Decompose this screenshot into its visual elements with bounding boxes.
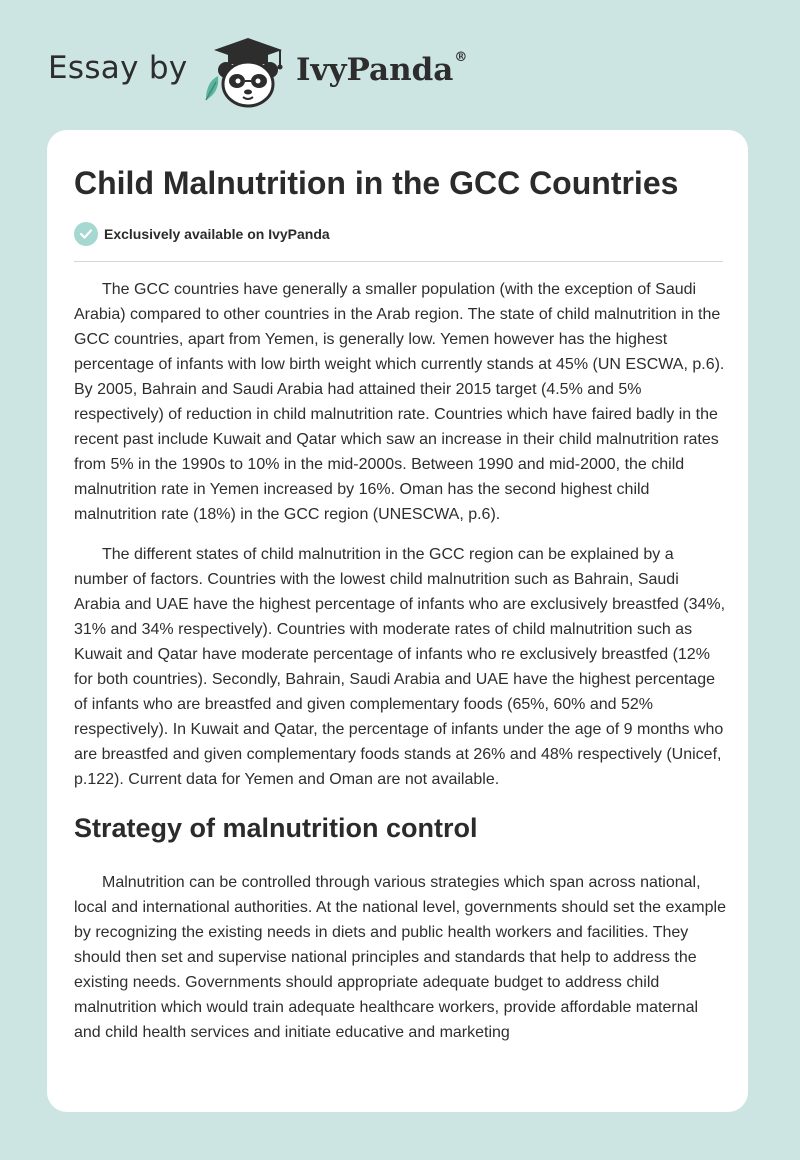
body-paragraph-3 — [74, 870, 726, 1045]
page-title: Child Malnutrition in the GCC Countries — [74, 165, 679, 201]
divider — [74, 261, 723, 262]
exclusive-badge — [74, 221, 330, 247]
site-header — [0, 0, 800, 130]
exclusive-badge-text: Exclusively available on IvyPanda — [104, 226, 330, 242]
essay-by-label: Essay by — [48, 50, 188, 86]
brand-name: IvyPanda — [296, 52, 454, 88]
body-paragraph-1 — [74, 277, 726, 527]
paragraph: The different states of child malnutrition in the GCC region can be explained by a number of factors. Countries with the lowest child malnutrition such as Bahrain, Saudi Arabia and UAE have the highest percentage of infants who are exclusively breastfed (34%, 31% and 34% respectively). Countries with moderate rates of child malnutrition such as Kuwait and Qatar have moderate percentage of infants who re exclusively breastfed (12% for both countries). Secondly, Bahrain, Saudi Arabia and UAE have the highest percentage of infants who are breastfed and given complementary foods (65%, 60% and 52% respectively). In Kuwait and Qatar, the percentage of infants under the age of 9 months who are breastfed and given complementary foods stands at 26% and 48% respectively (Unicef, p.122). Current data for Yemen and Oman are not available. — [74, 546, 726, 788]
essay-card — [47, 130, 748, 1112]
registered-mark: ® — [454, 50, 468, 65]
paragraph: Malnutrition can be controlled through various strategies which span across national, local and international authorities. At the national level, governments should set the example by recognizing the existing needs in diets and public health workers and facilities. They should then set and supervise national principles and standards that help to address the existing needs. Governments should appropriate adequate budget to address child malnutrition which would train adequate healthcare workers, provide affordable maternal and child health services and initiate educative and marketing — [74, 874, 726, 1041]
panda-graduate-icon — [200, 36, 292, 108]
brand-logo-text[interactable] — [296, 52, 467, 88]
body-paragraph-2 — [74, 542, 726, 792]
paragraph: The GCC countries have generally a smaller population (with the exception of Saudi Arabia) compared to other countries in the Arab region. The state of child malnutrition in the GCC countries, apart from Yemen, is generally low. Yemen however has the highest percentage of infants with low birth weight which currently stands at 45% (UN ESCWA, p.6). By 2005, Bahrain and Saudi Arabia had attained their 2015 target (4.5% and 5% respectively) of reduction in child malnutrition rate. Countries which have faired badly in the recent past include Kuwait and Qatar which saw an increase in their child malnutrition rates from 5% in the 1990s to 10% in the mid-2000s. Between 1990 and mid-2000, the child malnutrition rate in Yemen increased by 16%. Oman has the second highest child malnutrition rate (18%) in the GCC region (UNESCWA, p.6). — [74, 281, 725, 523]
check-icon — [74, 222, 98, 246]
section-heading: Strategy of malnutrition control — [74, 813, 478, 843]
